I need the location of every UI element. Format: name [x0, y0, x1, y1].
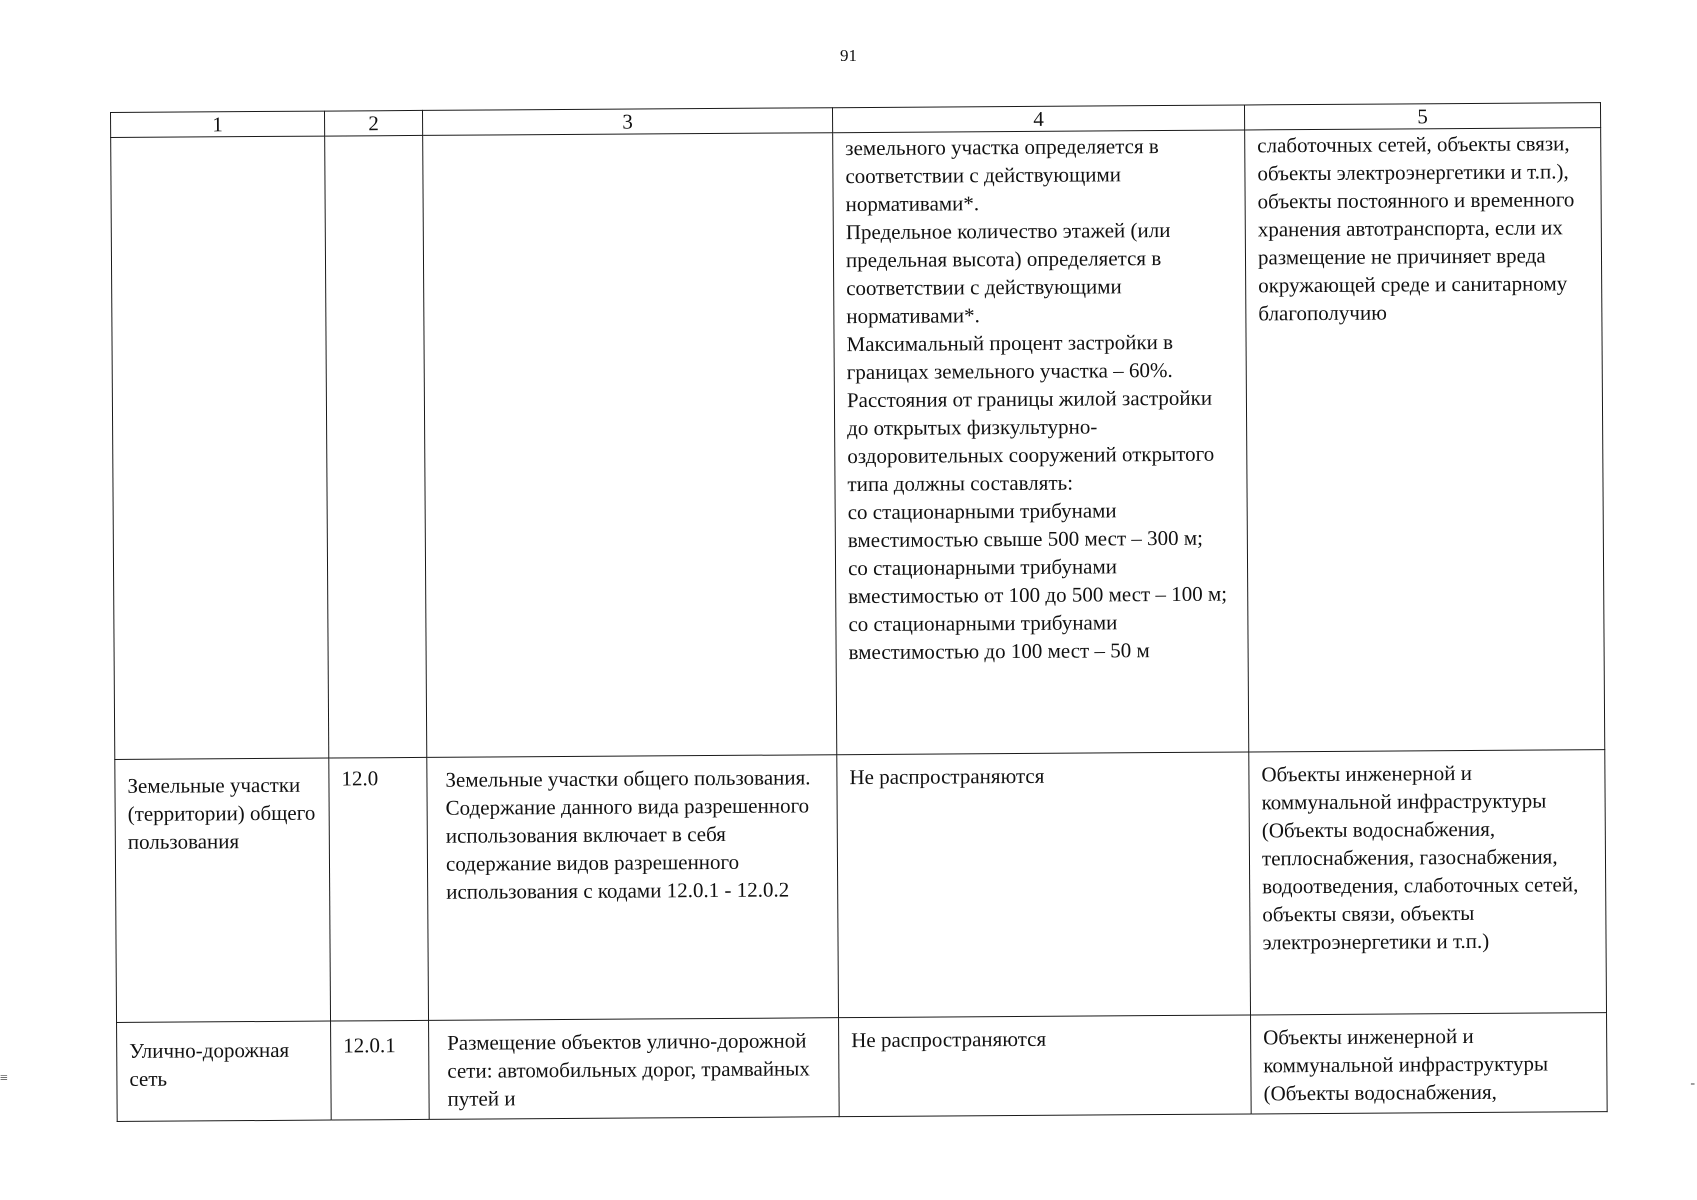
- cell-use-code: [325, 135, 427, 758]
- cell-use-type: [111, 136, 329, 759]
- scan-edge-mark-right: -: [1690, 1076, 1695, 1091]
- column-header-5: 5: [1244, 103, 1600, 130]
- page-number: 91: [840, 46, 857, 65]
- scan-edge-mark: ≡: [0, 1071, 8, 1086]
- table-row-12-0-1: [117, 1013, 1608, 1122]
- column-header-4: 4: [832, 105, 1244, 133]
- zoning-regulations-table: [110, 102, 1608, 1122]
- cell-use-code: 12.0.1: [331, 1020, 430, 1120]
- cell-parameters: земельного участка определяется в соответствии с действующими нормативами*. Предельное количество этажей (или предельная высота) определяется в соответствии с действующими нормативами*. Максимальный процент застройки в границах земельного участка – 60%. Расстояния от границы жилой застройки до открытых физкультурно-оздоровительных сооружений открытого типа должны составлять: со стационарными трибунами вместимостью свыше 500 мест – 300 м; со стационарными трибунами вместимостью от 100 до 500 мест – 100 м; со стационарными трибунами вместимостью до 100 мест – 50 м: [833, 130, 1249, 755]
- cell-parameters: Не распространяются: [837, 752, 1251, 1018]
- table-row-continuation: [111, 128, 1605, 760]
- cell-use-code: 12.0: [329, 757, 429, 1021]
- column-header-1: 1: [111, 111, 325, 137]
- cell-use-description: Земельные участки общего пользования. Содержание данного вида разрешенного использования включает в себя содержание видов разрешенного использования с кодами 12.0.1 - 12.0.2: [427, 755, 839, 1021]
- cell-use-description: [423, 133, 837, 758]
- cell-use-description: Размещение объектов улично-дорожной сети: автомобильных дорог, трамвайных путей и: [429, 1018, 840, 1120]
- cell-auxiliary-uses: слаботочных сетей, объекты связи, объекты электроэнергетики и т.п.), объекты постоянного и временного хранения автотранспорта, если их размещение не причиняет вреда окружающей среде и санитарному благополучию: [1245, 128, 1605, 752]
- cell-use-type: Улично-дорожная сеть: [117, 1021, 332, 1121]
- cell-parameters: Не распространяются: [839, 1015, 1252, 1117]
- table-row-12-0: [115, 750, 1607, 1023]
- cell-auxiliary-uses: Объекты инженерной и коммунальной инфраструктуры (Объекты водоснабжения,: [1251, 1013, 1608, 1114]
- cell-auxiliary-uses: Объекты инженерной и коммунальной инфраструктуры (Объекты водоснабжения, теплоснабжения, газоснабжения, водоотведения, слаботочных сетей, объекты связи, объекты электроэнергетики и т.п.): [1249, 750, 1607, 1015]
- column-header-3: 3: [422, 108, 832, 136]
- column-header-2: 2: [324, 110, 422, 136]
- cell-use-type: Земельные участки (территории) общего пользования: [115, 758, 331, 1022]
